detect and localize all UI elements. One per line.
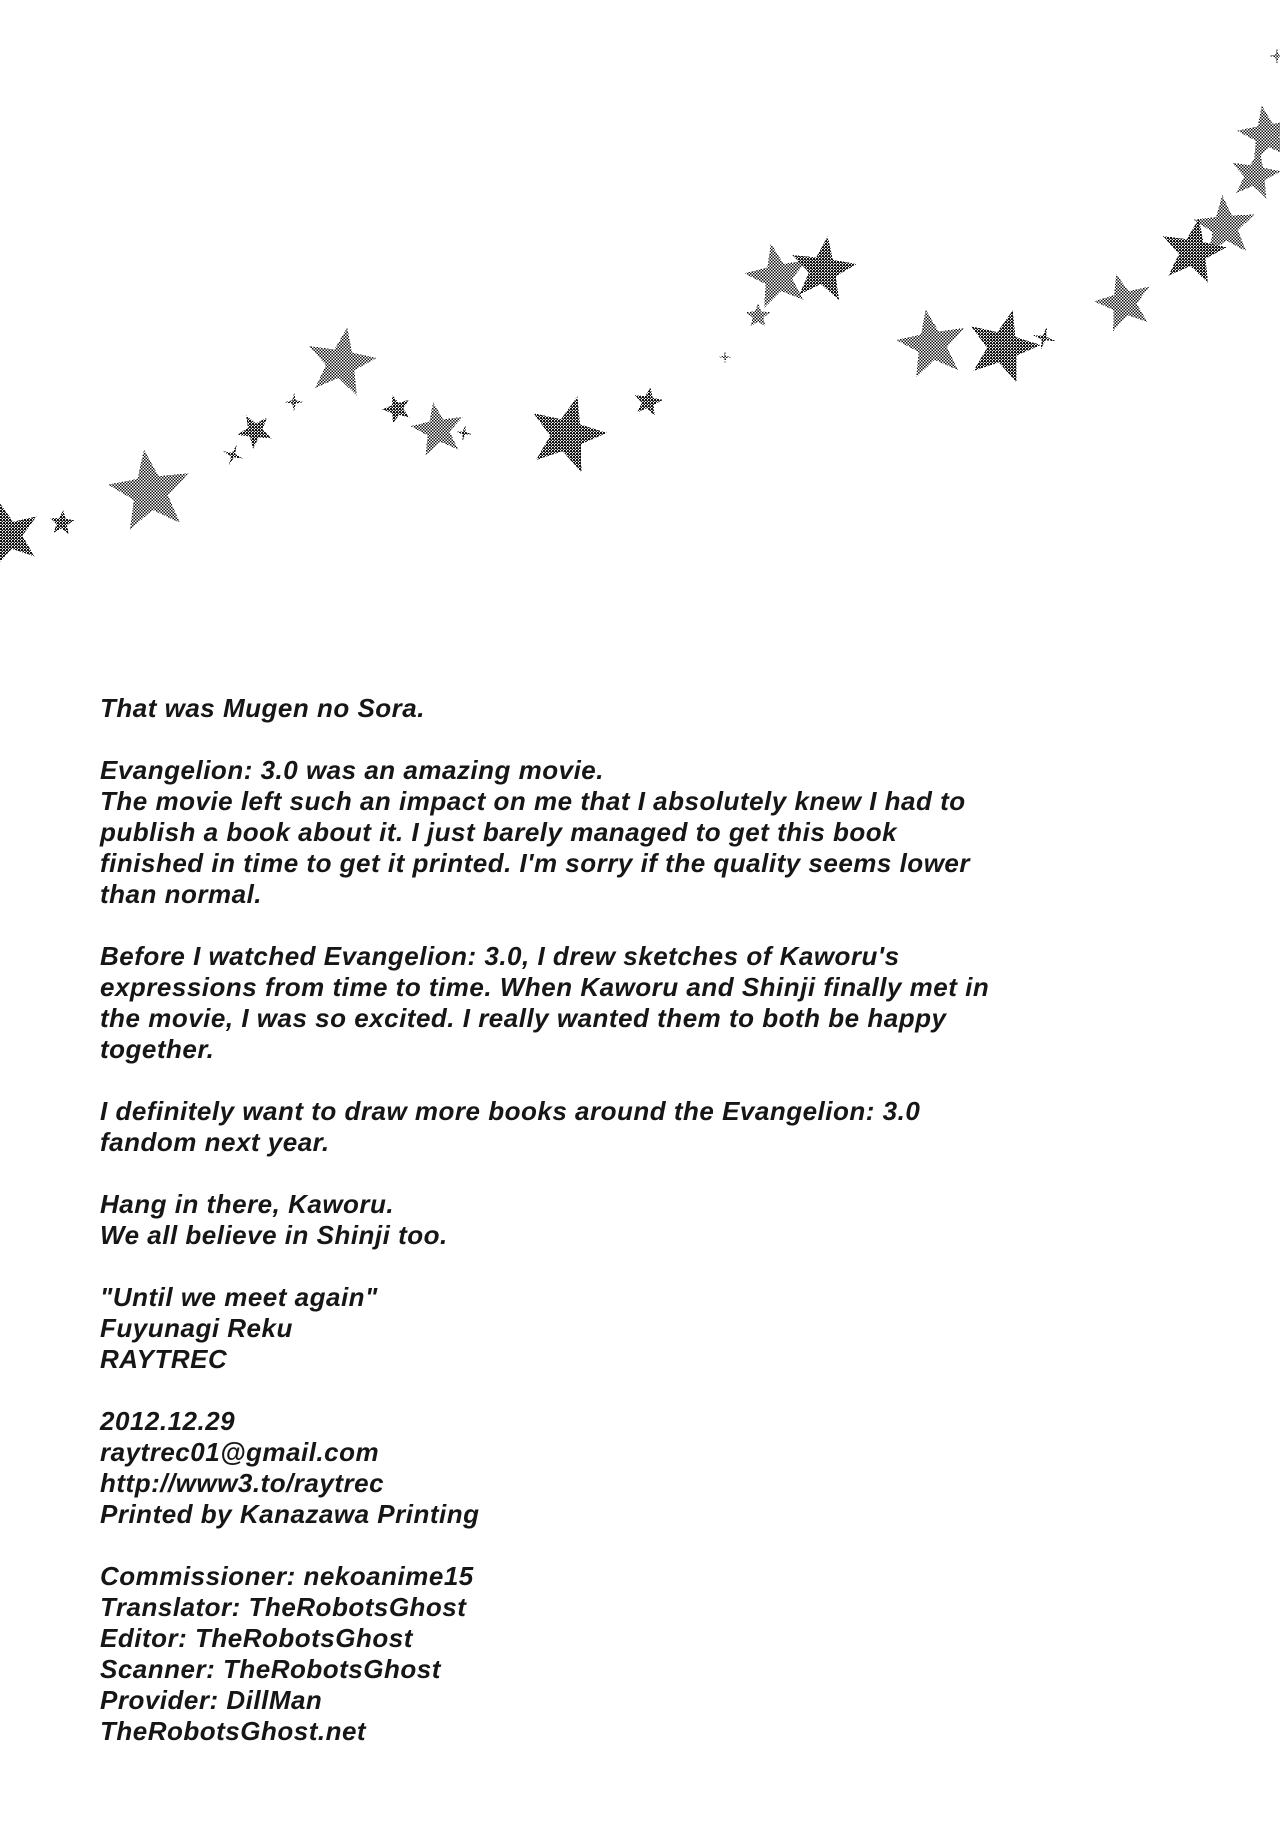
star-icon [382, 395, 409, 424]
text-line: http://www3.to/raytrec [100, 1468, 385, 1498]
paragraph [100, 1096, 1240, 1158]
star-icon [237, 415, 271, 449]
text-line: Before I watched Evangelion: 3.0, I drew sketches of Kaworu's [100, 941, 900, 971]
star-icon [635, 387, 663, 415]
star-icon [410, 402, 462, 455]
paragraph [100, 1189, 1240, 1251]
text-line: Hang in there, Kaworu. [100, 1189, 395, 1219]
text-line: The movie left such an impact on me that I absolutely knew I had to [100, 786, 966, 816]
text-line: raytrec01@gmail.com [100, 1437, 380, 1467]
sparkle-icon [455, 424, 473, 442]
paragraph [100, 941, 1240, 1065]
paragraph [100, 1282, 1240, 1375]
paragraph [100, 755, 1240, 910]
text-line: Evangelion: 3.0 was an amazing movie. [100, 755, 604, 785]
text-line: finished in time to get it printed. I'm sorry if the quality seems lower [100, 848, 970, 878]
paragraph [100, 1561, 1240, 1747]
text-line: Fuyunagi Reku [100, 1313, 293, 1343]
star-group [0, 47, 1280, 567]
text-line: TheRobotsGhost.net [100, 1716, 367, 1746]
star-icon [534, 396, 607, 472]
text-line: 2012.12.29 [100, 1406, 236, 1436]
star-icon [309, 328, 376, 396]
text-line: "Until we meet again" [100, 1282, 378, 1312]
star-icon [971, 310, 1041, 382]
text-line: Scanner: TheRobotsGhost [100, 1654, 441, 1684]
star-icon [792, 236, 856, 300]
text-line: publish a book about it. I just barely managed to get this book [100, 817, 898, 847]
text-line: expressions from time to time. When Kaworu and Shinji finally met in [100, 972, 990, 1002]
star-icon [1094, 274, 1149, 331]
sparkle-icon [284, 392, 304, 412]
text-line: Printed by Kanazawa Printing [100, 1499, 480, 1529]
star-icon [896, 310, 963, 378]
text-line: Editor: TheRobotsGhost [100, 1623, 413, 1653]
star-icon [744, 244, 807, 308]
text-line: Commissioner: nekoanime15 [100, 1561, 474, 1591]
paragraph [100, 693, 1240, 724]
text-line: That was Mugen no Sora. [100, 693, 425, 723]
text-line: fandom next year. [100, 1127, 330, 1157]
text-line: the movie, I was so excited. I really wanted them to both be happy [100, 1003, 947, 1033]
text-line: than normal. [100, 879, 263, 909]
text-line: RAYTREC [100, 1344, 228, 1374]
star-icon [50, 510, 75, 534]
star-trail-decoration [0, 0, 1280, 640]
text-line: together. [100, 1034, 215, 1064]
sparkle-icon [718, 350, 732, 364]
afterword-text-block [100, 693, 1240, 1747]
star-icon [108, 449, 189, 530]
paragraph [100, 1406, 1240, 1530]
text-line: Translator: TheRobotsGhost [100, 1592, 467, 1622]
sparkle-icon [223, 445, 244, 466]
text-line: Provider: DillMan [100, 1685, 323, 1715]
text-line: I definitely want to draw more books around the Evangelion: 3.0 [100, 1096, 921, 1126]
star-icon [1237, 106, 1280, 163]
sparkle-icon [1268, 47, 1280, 65]
star-icon [746, 303, 771, 327]
star-icon [0, 502, 37, 567]
text-line: We all believe in Shinji too. [100, 1220, 448, 1250]
